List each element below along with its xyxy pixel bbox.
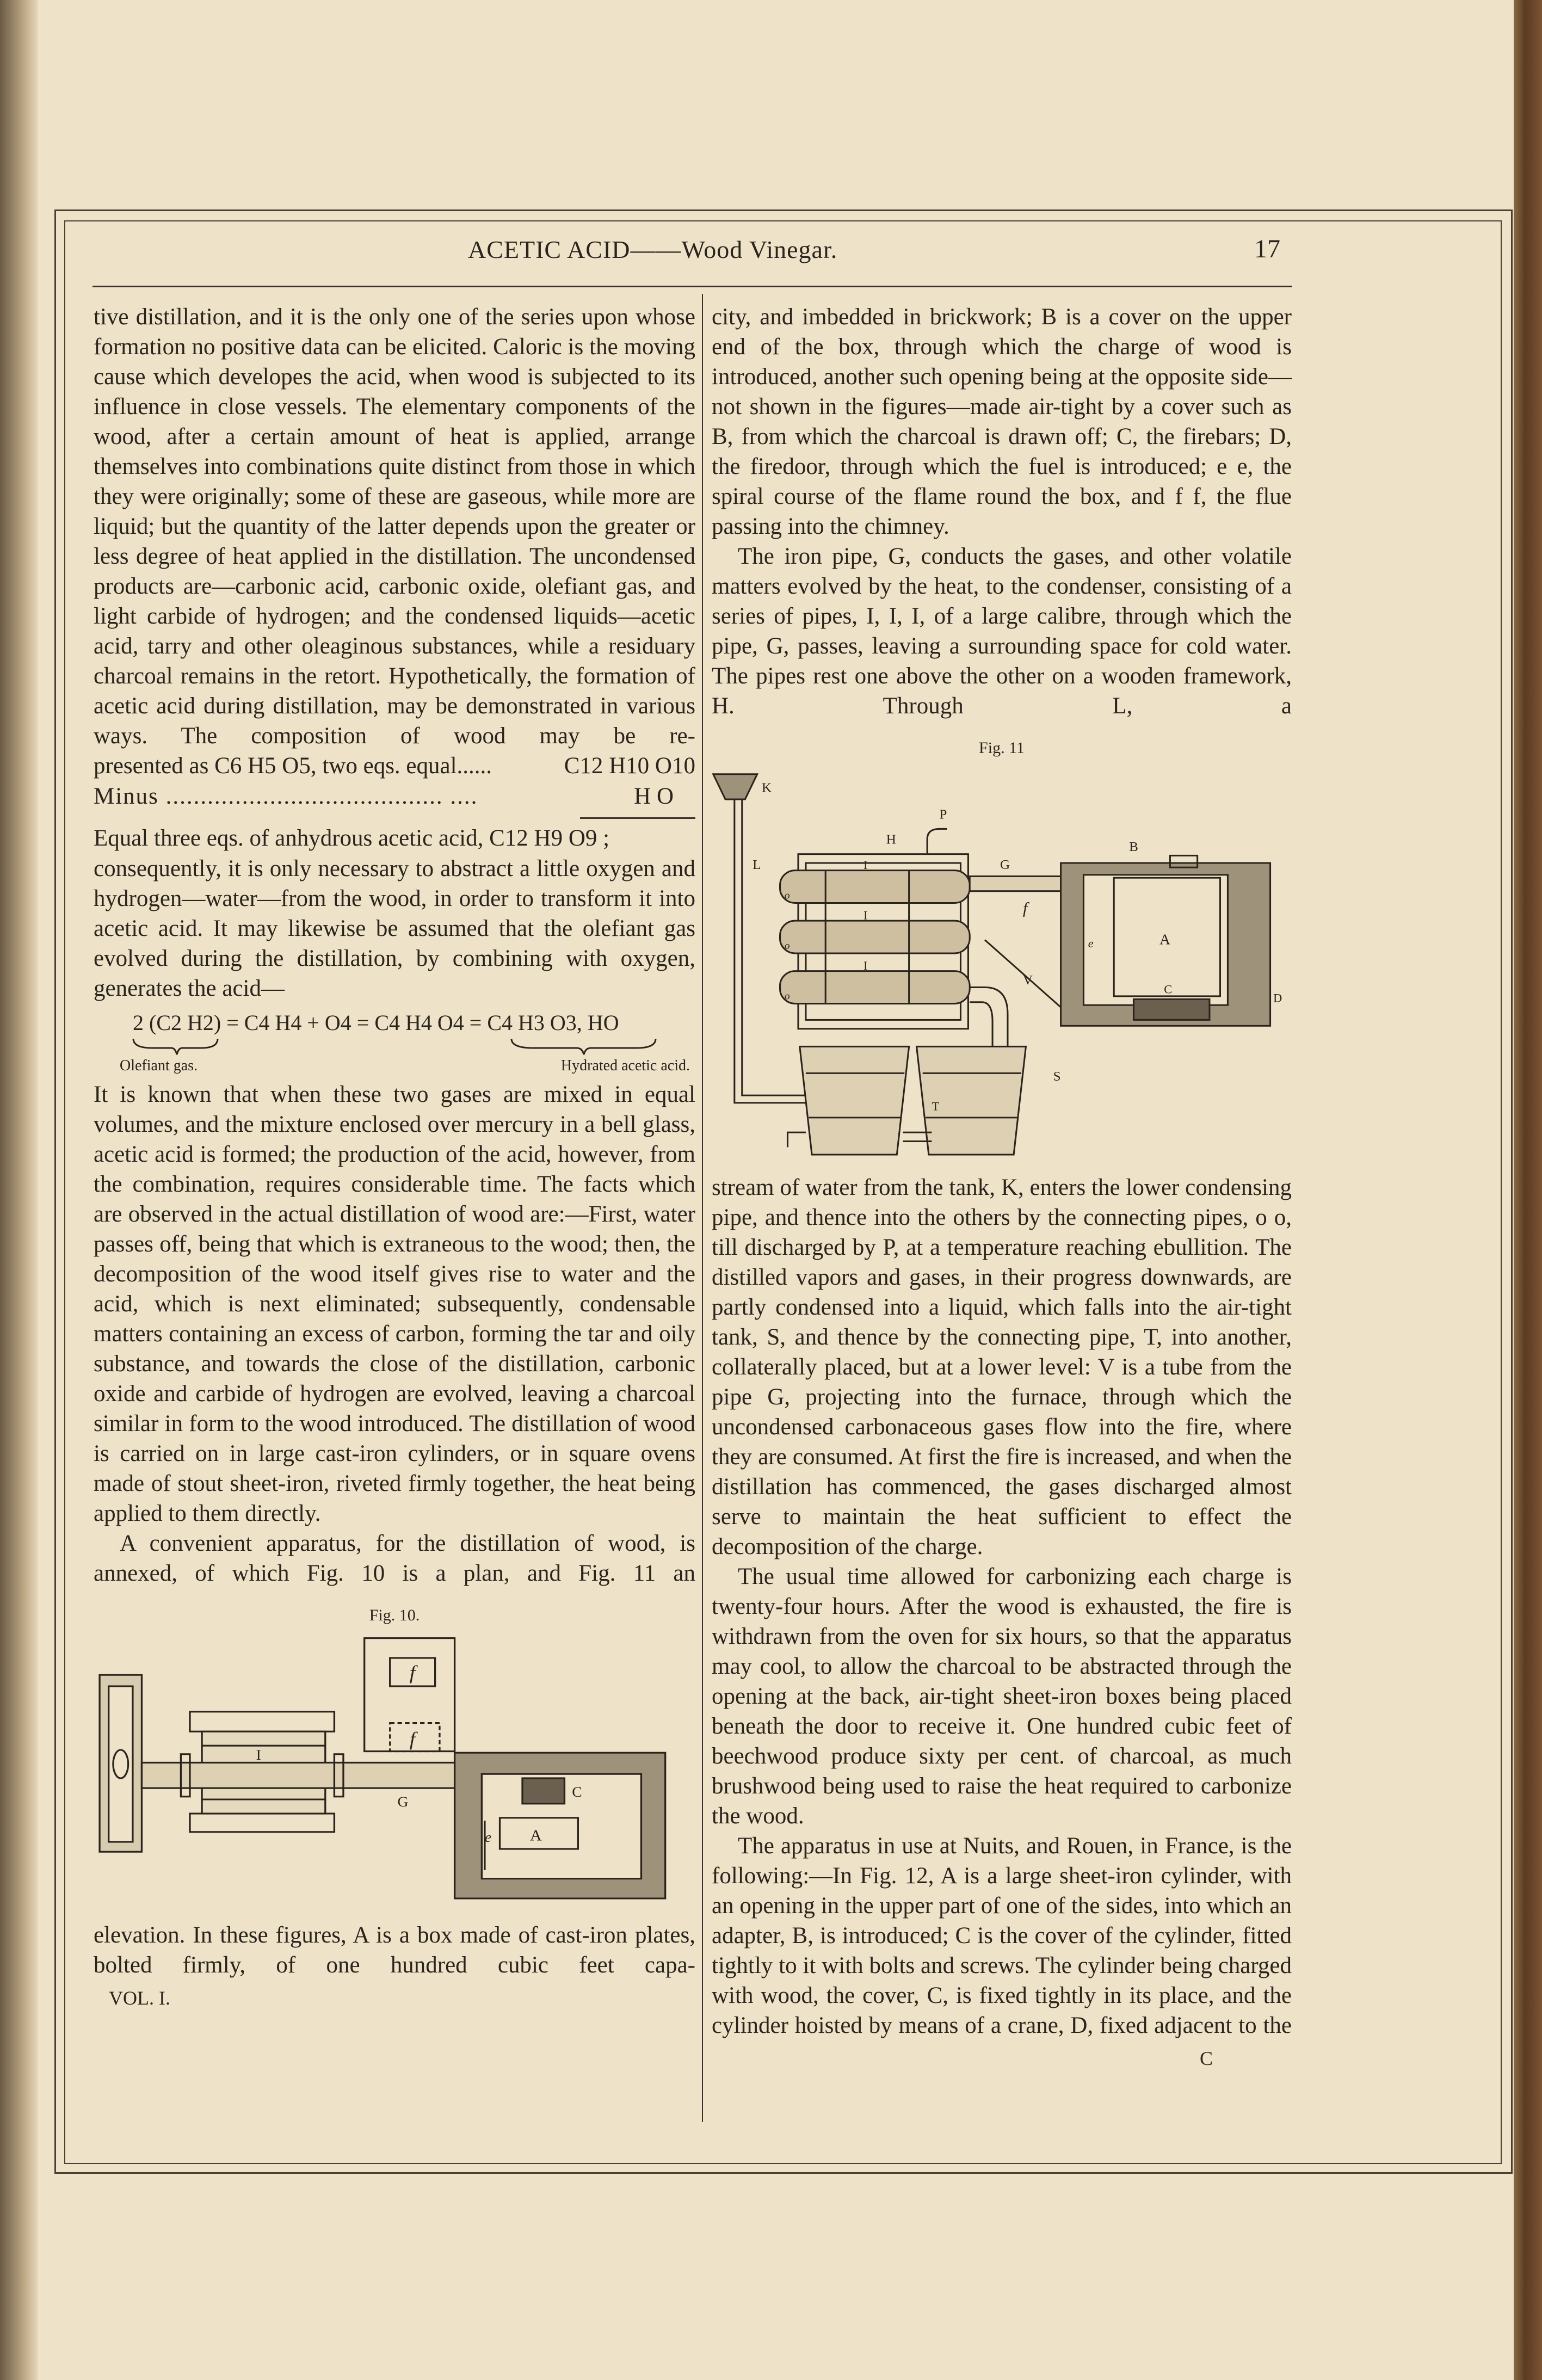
fig11-label-v: V bbox=[1022, 973, 1033, 988]
formula-wood-composition: presented as C6 H5 O5, two eqs. equal...... bbox=[94, 753, 492, 779]
fig11-label-e: e bbox=[1088, 936, 1094, 951]
right-paragraph-2: The iron pipe, G, conducts the gases, and other volatile matters evolved by the heat, to the condenser, consisting of a series of pipes, I, I, I, of a large calibre, through which the pipe, G, passes, leaving a surrounding space for cold water. The pipes rest one above the other on a wooden framework, H. Through L, a bbox=[712, 544, 1292, 719]
olefiant-equation: 2 (C2 H2) = C4 H4 + O4 = C4 H4 O4 = C4 H3 O3, HO bbox=[133, 1010, 619, 1035]
fig11-label-c: C bbox=[1164, 982, 1173, 996]
fig11-label-a: A bbox=[1159, 930, 1171, 948]
fig11-label-l: L bbox=[753, 858, 761, 872]
fig11-label-g: G bbox=[1000, 858, 1010, 872]
left-paragraph-3: It is known that when these two gases are mixed in equal volumes, and the mixture enclosed over mercury in a bell glass, acetic acid is formed; the production of the acid, however, from the combination, requires considerable time. The facts which are observed in the actual distillation of wood are:—First, water passes off, being that which is extraneous to the wood; then, the decomposition of the wood itself gives rise to water and the acid, which is next eliminated; subsequently, condensable matters containing an excess of carbon, forming the tar and oily substance, and towards the close of the distillation, carbonic oxide and carbide of hydrogen are evolved, leaving a charcoal similar in form to the wood introduced. The distillation of wood is carried on in large cast-iron cylinders, or in square ovens made of stout sheet-iron, riveted firmly together, the heat being applied to them directly. bbox=[94, 1082, 695, 1526]
fig11-label-i1: I bbox=[863, 858, 868, 872]
running-header: ACETIC ACID——Wood Vinegar. bbox=[468, 236, 838, 263]
fig11-label-f: f bbox=[1022, 898, 1028, 917]
fig10-label-c: C bbox=[572, 1784, 582, 1800]
signature-mark: C bbox=[1200, 2048, 1213, 2069]
page-edge bbox=[1514, 0, 1542, 2380]
right-paragraph-5: The apparatus in use at Nuits, and Rouen, in France, is the following:—In Fig. 12, A is a large sheet-iron cylinder, with an opening in the upper part of one of the sides, into which an adapter, B, is introduced; C is the cover of the cylinder, fitted tightly to it with bolts and screws. The cylinder being charged with wood, the cover, C, is fixed tightly in its place, and the cylinder hoisted by means of a crane, D, fixed adjacent to the bbox=[712, 1833, 1292, 2038]
fig11-label-t: T bbox=[932, 1099, 940, 1113]
fig10-label-f2: f bbox=[409, 1729, 416, 1750]
formula-wood-composition-row bbox=[94, 751, 695, 781]
fig10-label-f1: f bbox=[409, 1662, 416, 1684]
right-paragraph-3: stream of water from the tank, K, enters the lower condensing pipe, and thence into the others by the connecting pipes, o o, till discharged by P, at a temperature reaching ebullition. The distilled vapors and gases, in their progress downwards, are partly condensed into a liquid, which falls into the air-tight tank, S, and thence by the connecting pipe, T, into another, collaterally placed, but at a lower level: V is a tube from the pipe G, projecting into the furnace, through which the uncondensed carbonaceous gases flow into the fire, where they are consumed. At first the fire is increased, and when the distillation has commenced, the gases discharged almost serve to maintain the heat sufficient to effect the decomposition of the charge. bbox=[712, 1175, 1292, 1559]
formula-rule bbox=[580, 817, 695, 819]
equation-braces bbox=[131, 1037, 675, 1057]
formula-result: C12 H10 O10 bbox=[564, 753, 695, 779]
right-paragraph-1: city, and imbedded in brickwork; B is a cover on the upper end of the box, through which the charge of wood is introduced, another such opening being at the opposite side—not shown in the figures—made air-tight by a cover such as B, from which the charcoal is drawn off; C, the firebars; D, the firedoor, through which the fuel is introduced; e e, the spiral course of the flame round the box, and f f, the flue passing into the chimney. bbox=[712, 304, 1292, 539]
page-number: 17 bbox=[1254, 235, 1280, 263]
fig11-label-s: S bbox=[1053, 1069, 1061, 1084]
fig10-label-e: e bbox=[484, 1829, 492, 1845]
fig11-label-i2: I bbox=[863, 908, 868, 922]
fig11-label-p: P bbox=[939, 807, 947, 822]
fig11-label-i3: I bbox=[863, 959, 868, 972]
book-gutter bbox=[0, 0, 38, 2380]
left-paragraph-1: tive distillation, and it is the only one of the series upon whose formation no positive data can be elicited. Caloric is the moving cause which developes the acid, when wood is subjected to its influence in close vessels. The elementary components of the wood, after a certain amount of heat is applied, arrange themselves into combinations quite distinct from those in which they were originally; some of these are gaseous, while more are liquid; but the quantity of the latter depends upon the greater or less degree of heat applied in the distillation. The uncondensed products are—carbonic acid, carbonic oxide, olefiant gas, and light carbide of hydrogen; and the condensed liquids—acetic acid, tarry and other oleaginous substances, while a residuary charcoal remains in the retort. Hypothetically, the formation of acetic acid during distillation, may be demonstrated in various ways. The composition of wood may be re- bbox=[94, 304, 695, 749]
left-paragraph-2: consequently, it is only necessary to abstract a little oxygen and hydrogen—water—from the wood, in order to transform it into acetic acid. It may likewise be assumed that the olefiant gas evolved during the distillation, by combining with oxygen, generates the acid— bbox=[94, 856, 695, 1001]
column-divider bbox=[702, 294, 703, 2122]
volume-footer: VOL. I. bbox=[109, 1987, 170, 2009]
fig10-plan-drawing bbox=[94, 1630, 695, 1913]
fig11-label-o3: o bbox=[784, 990, 790, 1002]
left-paragraph-5: elevation. In these figures, A is a box made of cast-iron plates, bolted firmly, of one hundred cubic feet capa- bbox=[94, 1922, 695, 1978]
header-rule bbox=[92, 286, 1292, 287]
formula-rule-row bbox=[94, 817, 695, 819]
fig11-label-b: B bbox=[1129, 840, 1138, 855]
fig11-label-h: H bbox=[886, 832, 896, 847]
fig11-label-o2: o bbox=[784, 940, 790, 952]
left-paragraph-4: A convenient apparatus, for the distillation of wood, is annexed, of which Fig. 10 is a plan, and Fig. 11 an bbox=[94, 1531, 695, 1586]
minus-label: Minus ........................................ .... bbox=[94, 784, 478, 809]
minus-row bbox=[94, 781, 695, 812]
fig10-label-i: I bbox=[256, 1747, 261, 1764]
fig11-caption: Fig. 11 bbox=[979, 739, 1025, 757]
left-column bbox=[94, 302, 695, 2011]
fig11-label-o1: o bbox=[784, 890, 790, 902]
fig11-label-k: K bbox=[762, 780, 772, 796]
right-paragraph-4: The usual time allowed for carbonizing each charge is twenty-four hours. After the wood is exhausted, the fire is withdrawn from the oven for six hours, so that the apparatus may cool, to allow the charcoal to be abstracted through the opening at the back, air-tight sheet-iron boxes being placed beneath the door to receive it. One hundred cubic feet of beechwood produce sixty per cent. of charcoal, as much brushwood being used to raise the heat required to carbonize the wood. bbox=[712, 1564, 1292, 1829]
right-column bbox=[712, 302, 1292, 2071]
fig11-label-d: D bbox=[1273, 991, 1282, 1005]
fig10-caption: Fig. 10. bbox=[369, 1606, 420, 1624]
minus-value: H O bbox=[634, 784, 674, 809]
fig10-label-g: G bbox=[397, 1793, 409, 1810]
equation-labels bbox=[94, 1057, 695, 1075]
equal-line-row bbox=[94, 823, 695, 854]
olefiant-gas-label: Olefiant gas. bbox=[120, 1057, 198, 1074]
fig10-label-a: A bbox=[529, 1827, 542, 1845]
equal-line: Equal three eqs. of anhydrous acetic acid, C12 H9 O9 ; bbox=[94, 825, 610, 851]
fig11-elevation-drawing bbox=[712, 762, 1288, 1165]
hydrated-acid-label: Hydrated acetic acid. bbox=[560, 1057, 690, 1074]
